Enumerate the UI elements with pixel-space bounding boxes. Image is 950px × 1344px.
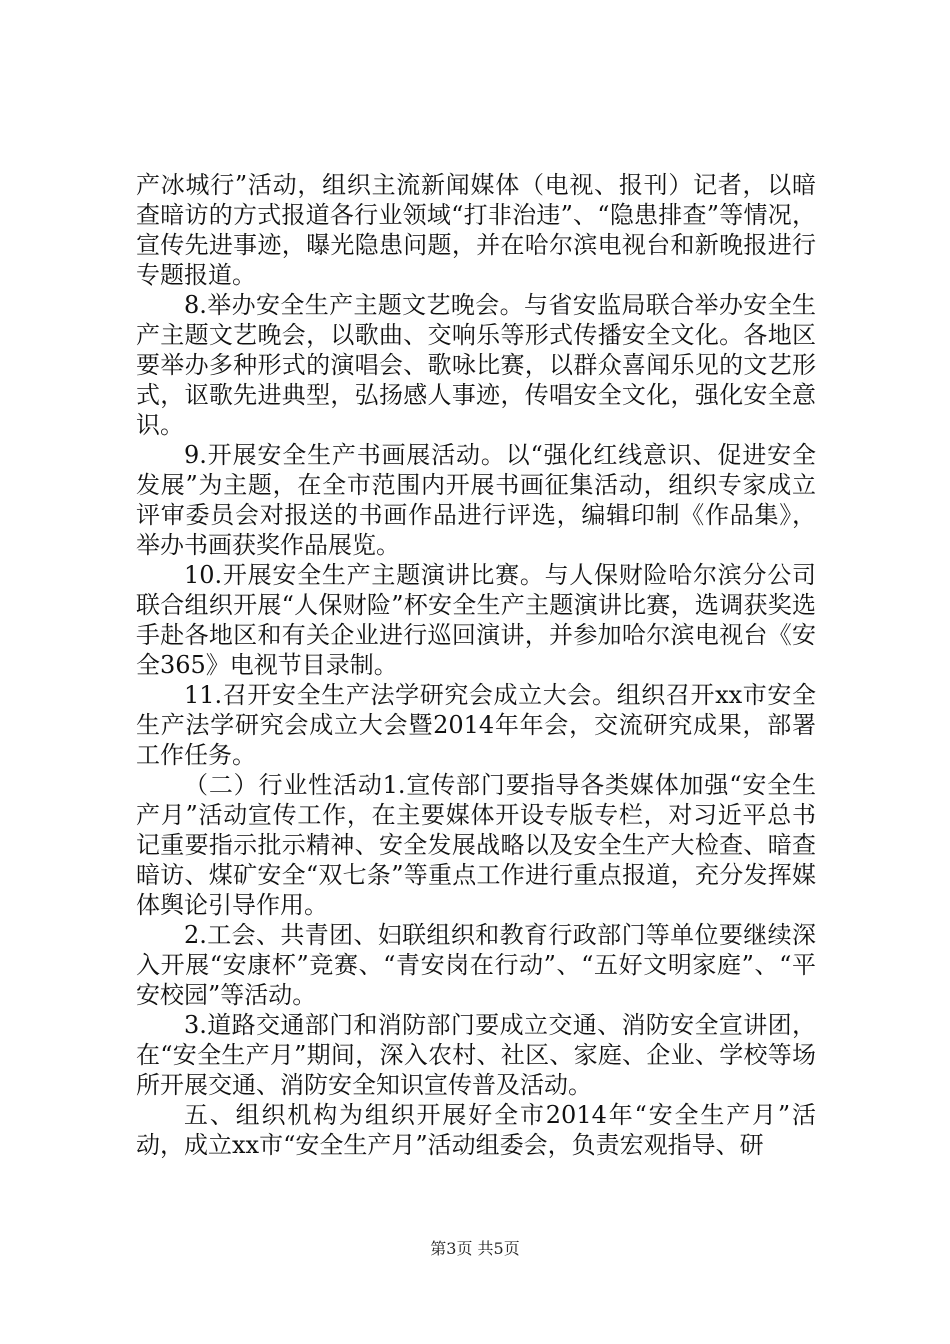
paragraph-industry-item-3: 3.道路交通部门和消防部门要成立交通、消防安全宣讲团，在“安全生产月”期间，深入农村、社区、家庭、企业、学校等场所开展交通、消防安全知识宣传普及活动。 xyxy=(136,1011,816,1099)
page-footer: 第3页 共5页 xyxy=(430,1239,520,1258)
paragraph-industry-item-2: 2.工会、共青团、妇联组织和教育行政部门等单位要继续深入开展“安康杯”竞赛、“青安岗在行动”、“五好文明家庭”、“平安校园”等活动。 xyxy=(136,921,816,1009)
paragraph-item-10: 10.开展安全生产主题演讲比赛。与人保财险哈尔滨分公司联合组织开展“人保财险”杯安全生产主题演讲比赛，选调获奖选手赴各地区和有关企业进行巡回演讲，并参加哈尔滨电视台《安全365》电视节目录制。 xyxy=(136,561,816,679)
paragraph-item-11: 11.召开安全生产法学研究会成立大会。组织召开xx市安全生产法学研究会成立大会暨2014年年会，交流研究成果，部署工作任务。 xyxy=(136,681,816,769)
paragraph-continuation: 产冰城行”活动，组织主流新闻媒体（电视、报刊）记者，以暗查暗访的方式报道各行业领域“打非治违”、“隐患排查”等情况，宣传先进事迹，曝光隐患问题，并在哈尔滨电视台和新晚报进行专题报道。 xyxy=(136,171,816,289)
paragraph-item-9: 9.开展安全生产书画展活动。以“强化红线意识、促进安全发展”为主题，在全市范围内开展书画征集活动，组织专家成立评审委员会对报送的书画作品进行评选，编辑印制《作品集》，举办书画获奖作品展览。 xyxy=(136,441,816,559)
document-body xyxy=(136,170,816,1160)
paragraph-section-five: 五、组织机构为组织开展好全市2014年“安全生产月”活动，成立xx市“安全生产月”活动组委会，负责宏观指导、研 xyxy=(136,1101,816,1159)
paragraph-item-8: 8.举办安全生产主题文艺晚会。与省安监局联合举办安全生产主题文艺晚会，以歌曲、交响乐等形式传播安全文化。各地区要举办多种形式的演唱会、歌咏比赛，以群众喜闻乐见的文艺形式，讴歌先进典型，弘扬感人事迹，传唱安全文化，强化安全意识。 xyxy=(136,291,816,439)
paragraph-industry-activities: （二）行业性活动1.宣传部门要指导各类媒体加强“安全生产月”活动宣传工作，在主要媒体开设专版专栏，对习近平总书记重要指示批示精神、安全发展战略以及安全生产大检查、暗查暗访、煤矿安全“双七条”等重点工作进行重点报道，充分发挥媒体舆论引导作用。 xyxy=(136,771,816,919)
